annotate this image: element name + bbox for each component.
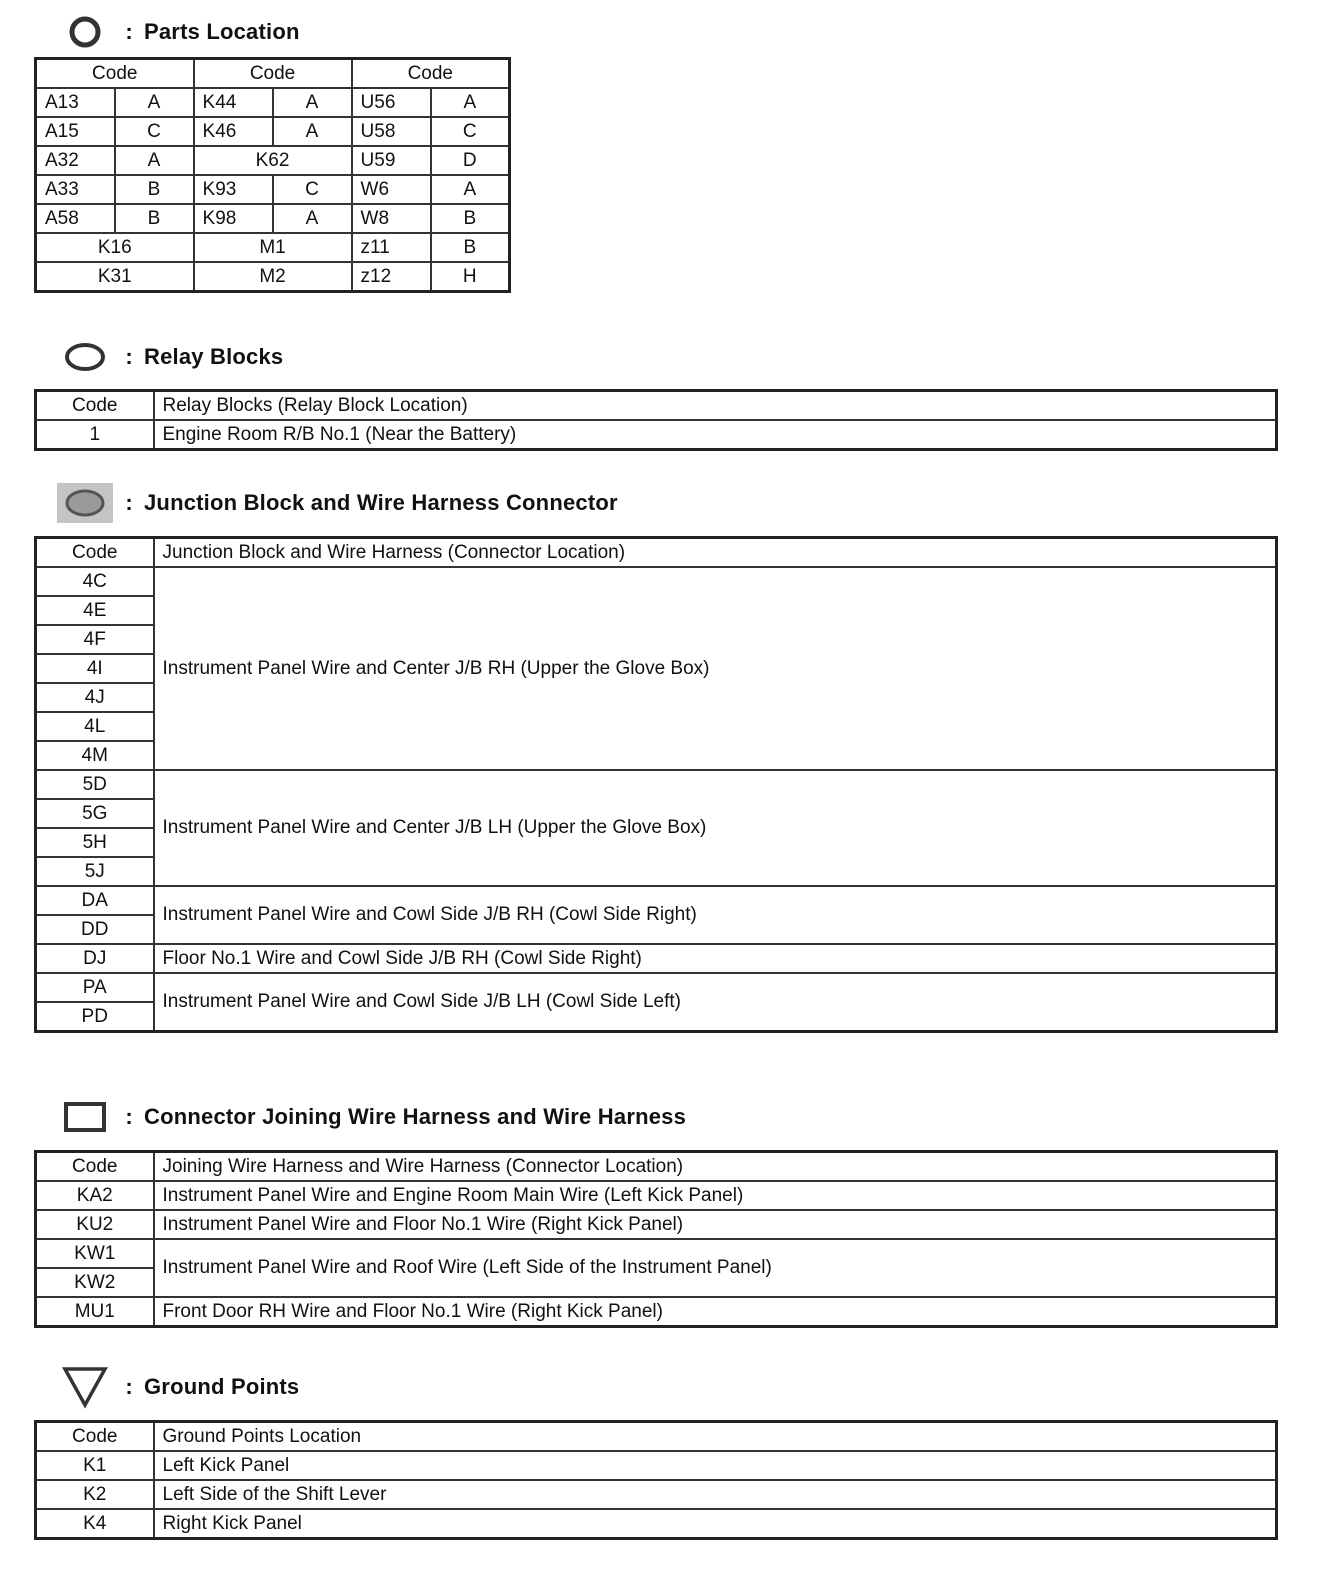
- connector-code: KW1: [36, 1239, 154, 1268]
- connector-code: MU1: [36, 1297, 154, 1327]
- ground-points-heading: [56, 1367, 299, 1407]
- code-header: Code: [36, 1152, 154, 1182]
- table-row: [36, 1451, 1277, 1480]
- table-row: [36, 567, 1277, 596]
- relay-blocks-heading: [56, 337, 283, 377]
- table-row: [36, 175, 510, 204]
- connector-code: PD: [36, 1002, 154, 1032]
- table-row: [36, 262, 510, 292]
- part-code: U58: [352, 117, 431, 146]
- part-location: C: [115, 117, 194, 146]
- connector-joining-table: [34, 1150, 1278, 1328]
- relay-blocks-table: [34, 389, 1278, 451]
- table-row: [36, 146, 510, 175]
- table-row: [36, 1210, 1277, 1239]
- connector-code: DA: [36, 886, 154, 915]
- column-header: Code: [194, 59, 352, 89]
- part-code: A32: [36, 146, 115, 175]
- connector-description: Instrument Panel Wire and Center J/B RH (Upper the Glove Box): [154, 567, 1277, 770]
- part-code: U59: [352, 146, 431, 175]
- junction-block-table: [34, 536, 1278, 1033]
- connector-description: Floor No.1 Wire and Cowl Side J/B RH (Cowl Side Right): [154, 944, 1277, 973]
- connector-code: 4E: [36, 596, 154, 625]
- ground-code: K1: [36, 1451, 154, 1480]
- ground-location: Left Kick Panel: [154, 1451, 1277, 1480]
- connector-code: 5G: [36, 799, 154, 828]
- parts-location-heading: [56, 12, 300, 52]
- table-row: [36, 1181, 1277, 1210]
- connector-code: 4C: [36, 567, 154, 596]
- relay-description: Engine Room R/B No.1 (Near the Battery): [154, 420, 1277, 450]
- ground-code: K4: [36, 1509, 154, 1539]
- description-header: Relay Blocks (Relay Block Location): [154, 391, 1277, 421]
- part-code: W8: [352, 204, 431, 233]
- table-row: [36, 973, 1277, 1002]
- part-code: K46: [194, 117, 273, 146]
- part-location: A: [431, 175, 510, 204]
- part-code: K98: [194, 204, 273, 233]
- table-row: [36, 88, 510, 117]
- part-code: U56: [352, 88, 431, 117]
- part-location: B: [115, 175, 194, 204]
- table-row: [36, 420, 1277, 450]
- part-location: B: [431, 233, 510, 262]
- part-code: A15: [36, 117, 115, 146]
- part-code: K16: [36, 233, 194, 262]
- section-title: Connector Joining Wire Harness and Wire Harness: [144, 1104, 687, 1129]
- table-row: [36, 944, 1277, 973]
- section-title: Relay Blocks: [144, 344, 284, 369]
- part-location: A: [273, 204, 352, 233]
- part-code: K93: [194, 175, 273, 204]
- section-title: Junction Block and Wire Harness Connector: [144, 490, 618, 515]
- part-location: C: [431, 117, 510, 146]
- code-header: Code: [36, 1422, 154, 1452]
- part-code: A58: [36, 204, 115, 233]
- part-code: M1: [194, 233, 352, 262]
- part-location: A: [115, 88, 194, 117]
- table-row: [36, 1509, 1277, 1539]
- table-row: [36, 770, 1277, 799]
- connector-joining-heading: [56, 1097, 686, 1137]
- connector-description: Instrument Panel Wire and Center J/B LH (Upper the Glove Box): [154, 770, 1277, 886]
- connector-code: KA2: [36, 1181, 154, 1210]
- part-code: A33: [36, 175, 115, 204]
- junction-block-heading: [56, 483, 618, 523]
- part-code: z11: [352, 233, 431, 262]
- connector-code: 5D: [36, 770, 154, 799]
- part-location: H: [431, 262, 510, 292]
- section-title: Parts Location: [144, 19, 300, 44]
- table-row: [36, 1480, 1277, 1509]
- part-location: B: [115, 204, 194, 233]
- heading-colon: :: [125, 344, 133, 369]
- heading-colon: :: [125, 490, 133, 515]
- shaded-oval-icon: [56, 483, 114, 523]
- connector-code: 4F: [36, 625, 154, 654]
- circle-icon: [56, 12, 114, 52]
- table-header-row: [36, 391, 1277, 421]
- description-header: Joining Wire Harness and Wire Harness (Connector Location): [154, 1152, 1277, 1182]
- connector-description: Instrument Panel Wire and Engine Room Main Wire (Left Kick Panel): [154, 1181, 1277, 1210]
- table-row: [36, 117, 510, 146]
- section-title: Ground Points: [144, 1374, 300, 1399]
- connector-code: DD: [36, 915, 154, 944]
- part-code: K31: [36, 262, 194, 292]
- connector-code: 4M: [36, 741, 154, 770]
- description-header: Junction Block and Wire Harness (Connector Location): [154, 538, 1277, 568]
- connector-code: KW2: [36, 1268, 154, 1297]
- part-location: C: [273, 175, 352, 204]
- part-location: B: [431, 204, 510, 233]
- part-code: A13: [36, 88, 115, 117]
- part-location: A: [273, 117, 352, 146]
- part-location: A: [273, 88, 352, 117]
- part-code: z12: [352, 262, 431, 292]
- ground-points-table: [34, 1420, 1278, 1540]
- heading-colon: :: [125, 1104, 133, 1129]
- connector-description: Instrument Panel Wire and Floor No.1 Wire (Right Kick Panel): [154, 1210, 1277, 1239]
- table-header-row: [36, 538, 1277, 568]
- relay-code: 1: [36, 420, 154, 450]
- part-location: D: [431, 146, 510, 175]
- connector-description: Front Door RH Wire and Floor No.1 Wire (Right Kick Panel): [154, 1297, 1277, 1327]
- table-row: [36, 886, 1277, 915]
- connector-code: 5H: [36, 828, 154, 857]
- connector-description: Instrument Panel Wire and Cowl Side J/B LH (Cowl Side Left): [154, 973, 1277, 1032]
- table-header-row: [36, 1152, 1277, 1182]
- description-header: Ground Points Location: [154, 1422, 1277, 1452]
- ground-location: Right Kick Panel: [154, 1509, 1277, 1539]
- connector-description: Instrument Panel Wire and Cowl Side J/B RH (Cowl Side Right): [154, 886, 1277, 944]
- part-code: K62: [194, 146, 352, 175]
- connector-code: 4L: [36, 712, 154, 741]
- connector-code: PA: [36, 973, 154, 1002]
- table-header-row: [36, 1422, 1277, 1452]
- parts-location-table: [34, 57, 511, 293]
- part-code: K44: [194, 88, 273, 117]
- code-header: Code: [36, 538, 154, 568]
- heading-colon: :: [125, 19, 133, 44]
- connector-code: 5J: [36, 857, 154, 886]
- ground-location: Left Side of the Shift Lever: [154, 1480, 1277, 1509]
- heading-colon: :: [125, 1374, 133, 1399]
- connector-code: 4J: [36, 683, 154, 712]
- connector-description: Instrument Panel Wire and Roof Wire (Left Side of the Instrument Panel): [154, 1239, 1277, 1297]
- oval-icon: [56, 337, 114, 377]
- table-row: [36, 1239, 1277, 1268]
- part-code: M2: [194, 262, 352, 292]
- part-location: A: [431, 88, 510, 117]
- column-header: Code: [352, 59, 510, 89]
- ground-code: K2: [36, 1480, 154, 1509]
- rectangle-icon: [56, 1097, 114, 1137]
- table-row: [36, 1297, 1277, 1327]
- table-header-row: [36, 59, 510, 89]
- code-header: Code: [36, 391, 154, 421]
- connector-code: KU2: [36, 1210, 154, 1239]
- connector-code: DJ: [36, 944, 154, 973]
- triangle-icon: [56, 1367, 114, 1407]
- table-row: [36, 233, 510, 262]
- column-header: Code: [36, 59, 194, 89]
- connector-code: 4I: [36, 654, 154, 683]
- part-code: W6: [352, 175, 431, 204]
- part-location: A: [115, 146, 194, 175]
- table-row: [36, 204, 510, 233]
